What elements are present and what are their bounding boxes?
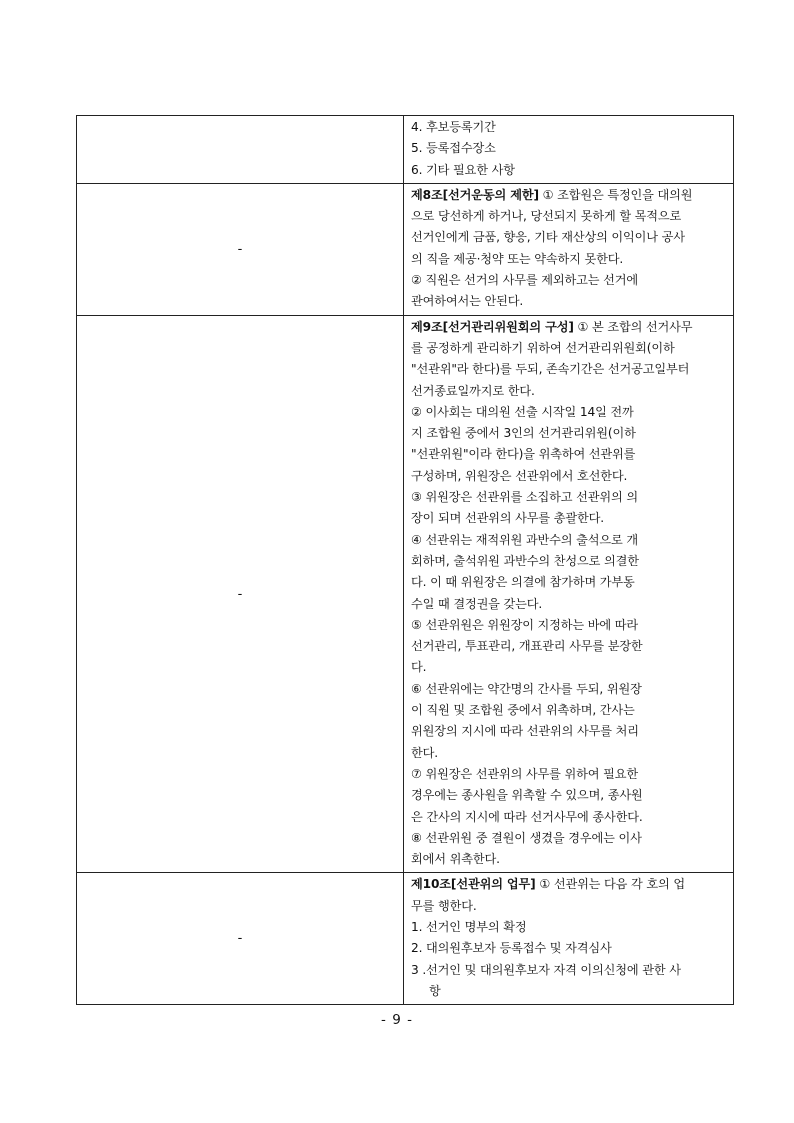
- line-text: 다.: [411, 660, 427, 675]
- text-line: [411, 938, 727, 959]
- text-line: [411, 227, 727, 248]
- line-text: "선관위원"이라 한다)을 위촉하여 선관위를: [411, 447, 636, 462]
- line-text: 회하며, 출석위원 과반수의 찬성으로 의결한: [411, 553, 639, 568]
- text-line: [411, 849, 727, 870]
- line-text: 관여하여서는 안된다.: [411, 294, 524, 309]
- text-line: [411, 594, 727, 615]
- text-line: [411, 117, 727, 138]
- line-text: ⑥ 선관위에는 약간명의 간사를 두되, 위원장: [411, 681, 642, 696]
- article-title: 제9조[선거관리위원회의 구성]: [411, 319, 574, 334]
- line-text: 한다.: [411, 745, 438, 760]
- text-line: [411, 206, 727, 227]
- text-line: [411, 896, 727, 917]
- text-line: [411, 679, 727, 700]
- text-line: [411, 572, 727, 593]
- line-text: 구성하며, 위원장은 선관위에서 호선한다.: [411, 468, 628, 483]
- line-text: ⑧ 선관위원 중 결원이 생겼을 경우에는 이사: [411, 830, 642, 845]
- line-text: ① 선관위는 다음 각 호의 업: [535, 877, 685, 892]
- line-text: 선거종료일까지로 한다.: [411, 383, 535, 398]
- text-line: [411, 423, 727, 444]
- text-line: [411, 807, 727, 828]
- line-text: ① 본 조합의 선거사무: [573, 319, 693, 334]
- table-row: [77, 873, 734, 1005]
- text-line: [411, 317, 727, 338]
- text-line: [411, 551, 727, 572]
- right-cell: [404, 315, 734, 873]
- text-line: [411, 338, 727, 359]
- right-cell: [404, 873, 734, 1005]
- line-text: 선거인에게 금품, 향응, 기타 재산상의 이익이나 공사: [411, 230, 685, 245]
- line-text: 수일 때 결정권을 갖는다.: [411, 596, 543, 611]
- text-line: [411, 138, 727, 159]
- line-text: 경우에는 종사원을 위촉할 수 있으며, 종사원: [411, 788, 643, 803]
- table-row: [77, 116, 734, 184]
- line-text: ⑦ 위원장은 선관위의 사무를 위하여 필요한: [411, 766, 638, 781]
- text-line: [411, 960, 727, 981]
- right-cell: [404, 183, 734, 315]
- line-text: 2. 대의원후보자 등록접수 및 자격심사: [411, 941, 612, 956]
- left-cell: [77, 116, 404, 184]
- text-line: [411, 508, 727, 529]
- text-line: [411, 743, 727, 764]
- text-line: [411, 291, 727, 312]
- text-line: [411, 185, 727, 206]
- text-line: [411, 270, 727, 291]
- text-line: [411, 721, 727, 742]
- text-line: [411, 700, 727, 721]
- text-line: [411, 764, 727, 785]
- line-text: 6. 기타 필요한 사항: [411, 162, 515, 177]
- text-line: [411, 249, 727, 270]
- text-line: [411, 530, 727, 551]
- text-line: [411, 917, 727, 938]
- text-line: [411, 466, 727, 487]
- line-text: 의 직을 제공·청약 또는 약속하지 못한다.: [411, 251, 624, 266]
- line-text: 5. 등록접수장소: [411, 141, 496, 156]
- line-text: ② 직원은 선거의 사무를 제외하고는 선거에: [411, 273, 638, 288]
- line-text: 은 간사의 지시에 따라 선거사무에 종사한다.: [411, 809, 643, 824]
- text-line: [411, 981, 727, 1002]
- left-cell: -: [77, 315, 404, 873]
- page-number: - 9 -: [381, 1012, 413, 1028]
- text-line: [411, 160, 727, 181]
- line-text: 장이 되며 선관위의 사무를 총괄한다.: [411, 511, 604, 526]
- line-text: 위원장의 지시에 따라 선관위의 사무를 처리: [411, 724, 639, 739]
- line-text: ④ 선관위는 재적위원 과반수의 출석으로 개: [411, 532, 638, 547]
- line-text: 3 .선거인 및 대의원후보자 자격 이의신청에 관한 사: [411, 962, 681, 977]
- text-line: [411, 444, 727, 465]
- line-text: 를 공정하게 관리하기 위하여 선거관리위원회(이하: [411, 340, 675, 355]
- text-line: [411, 381, 727, 402]
- line-text: 이 직원 및 조합원 중에서 위촉하며, 간사는: [411, 703, 635, 718]
- line-text: 다. 이 때 위원장은 의결에 참가하며 가부동: [411, 575, 635, 590]
- text-line: [411, 636, 727, 657]
- article-title: 제8조[선거운동의 제한]: [411, 187, 539, 202]
- line-text: ② 이사회는 대의원 선출 시작일 14일 전까: [411, 404, 634, 419]
- text-line: [411, 402, 727, 423]
- text-line: [411, 785, 727, 806]
- text-line: [411, 615, 727, 636]
- line-text: "선관위"라 한다)를 두되, 존속기간은 선거공고일부터: [411, 362, 690, 377]
- line-text: ③ 위원장은 선관위를 소집하고 선관위의 의: [411, 490, 638, 505]
- text-line: [411, 828, 727, 849]
- text-line: [411, 487, 727, 508]
- left-cell: -: [77, 873, 404, 1005]
- text-line: [411, 657, 727, 678]
- text-line: [411, 874, 727, 895]
- regulation-table: [76, 115, 734, 1005]
- left-cell: -: [77, 183, 404, 315]
- table-row: [77, 183, 734, 315]
- right-cell: [404, 116, 734, 184]
- line-text: 항: [429, 983, 441, 998]
- line-text: 선거관리, 투표관리, 개표관리 사무를 분장한: [411, 639, 643, 654]
- line-text: ① 조합원은 특정인을 대의원: [538, 187, 693, 202]
- line-text: 무를 행한다.: [411, 898, 477, 913]
- line-text: 1. 선거인 명부의 확정: [411, 919, 527, 934]
- line-text: 4. 후보등록기간: [411, 120, 496, 134]
- line-text: 으로 당선하게 하거나, 당선되지 못하게 할 목적으로: [411, 209, 682, 224]
- article-title: 제10조[선관위의 업무]: [411, 877, 536, 892]
- line-text: ⑤ 선관위원은 위원장이 지정하는 바에 따라: [411, 617, 638, 632]
- line-text: 회에서 위촉한다.: [411, 852, 500, 867]
- table-row: [77, 315, 734, 873]
- text-line: [411, 359, 727, 380]
- line-text: 지 조합원 중에서 3인의 선거관리위원(이하: [411, 426, 636, 441]
